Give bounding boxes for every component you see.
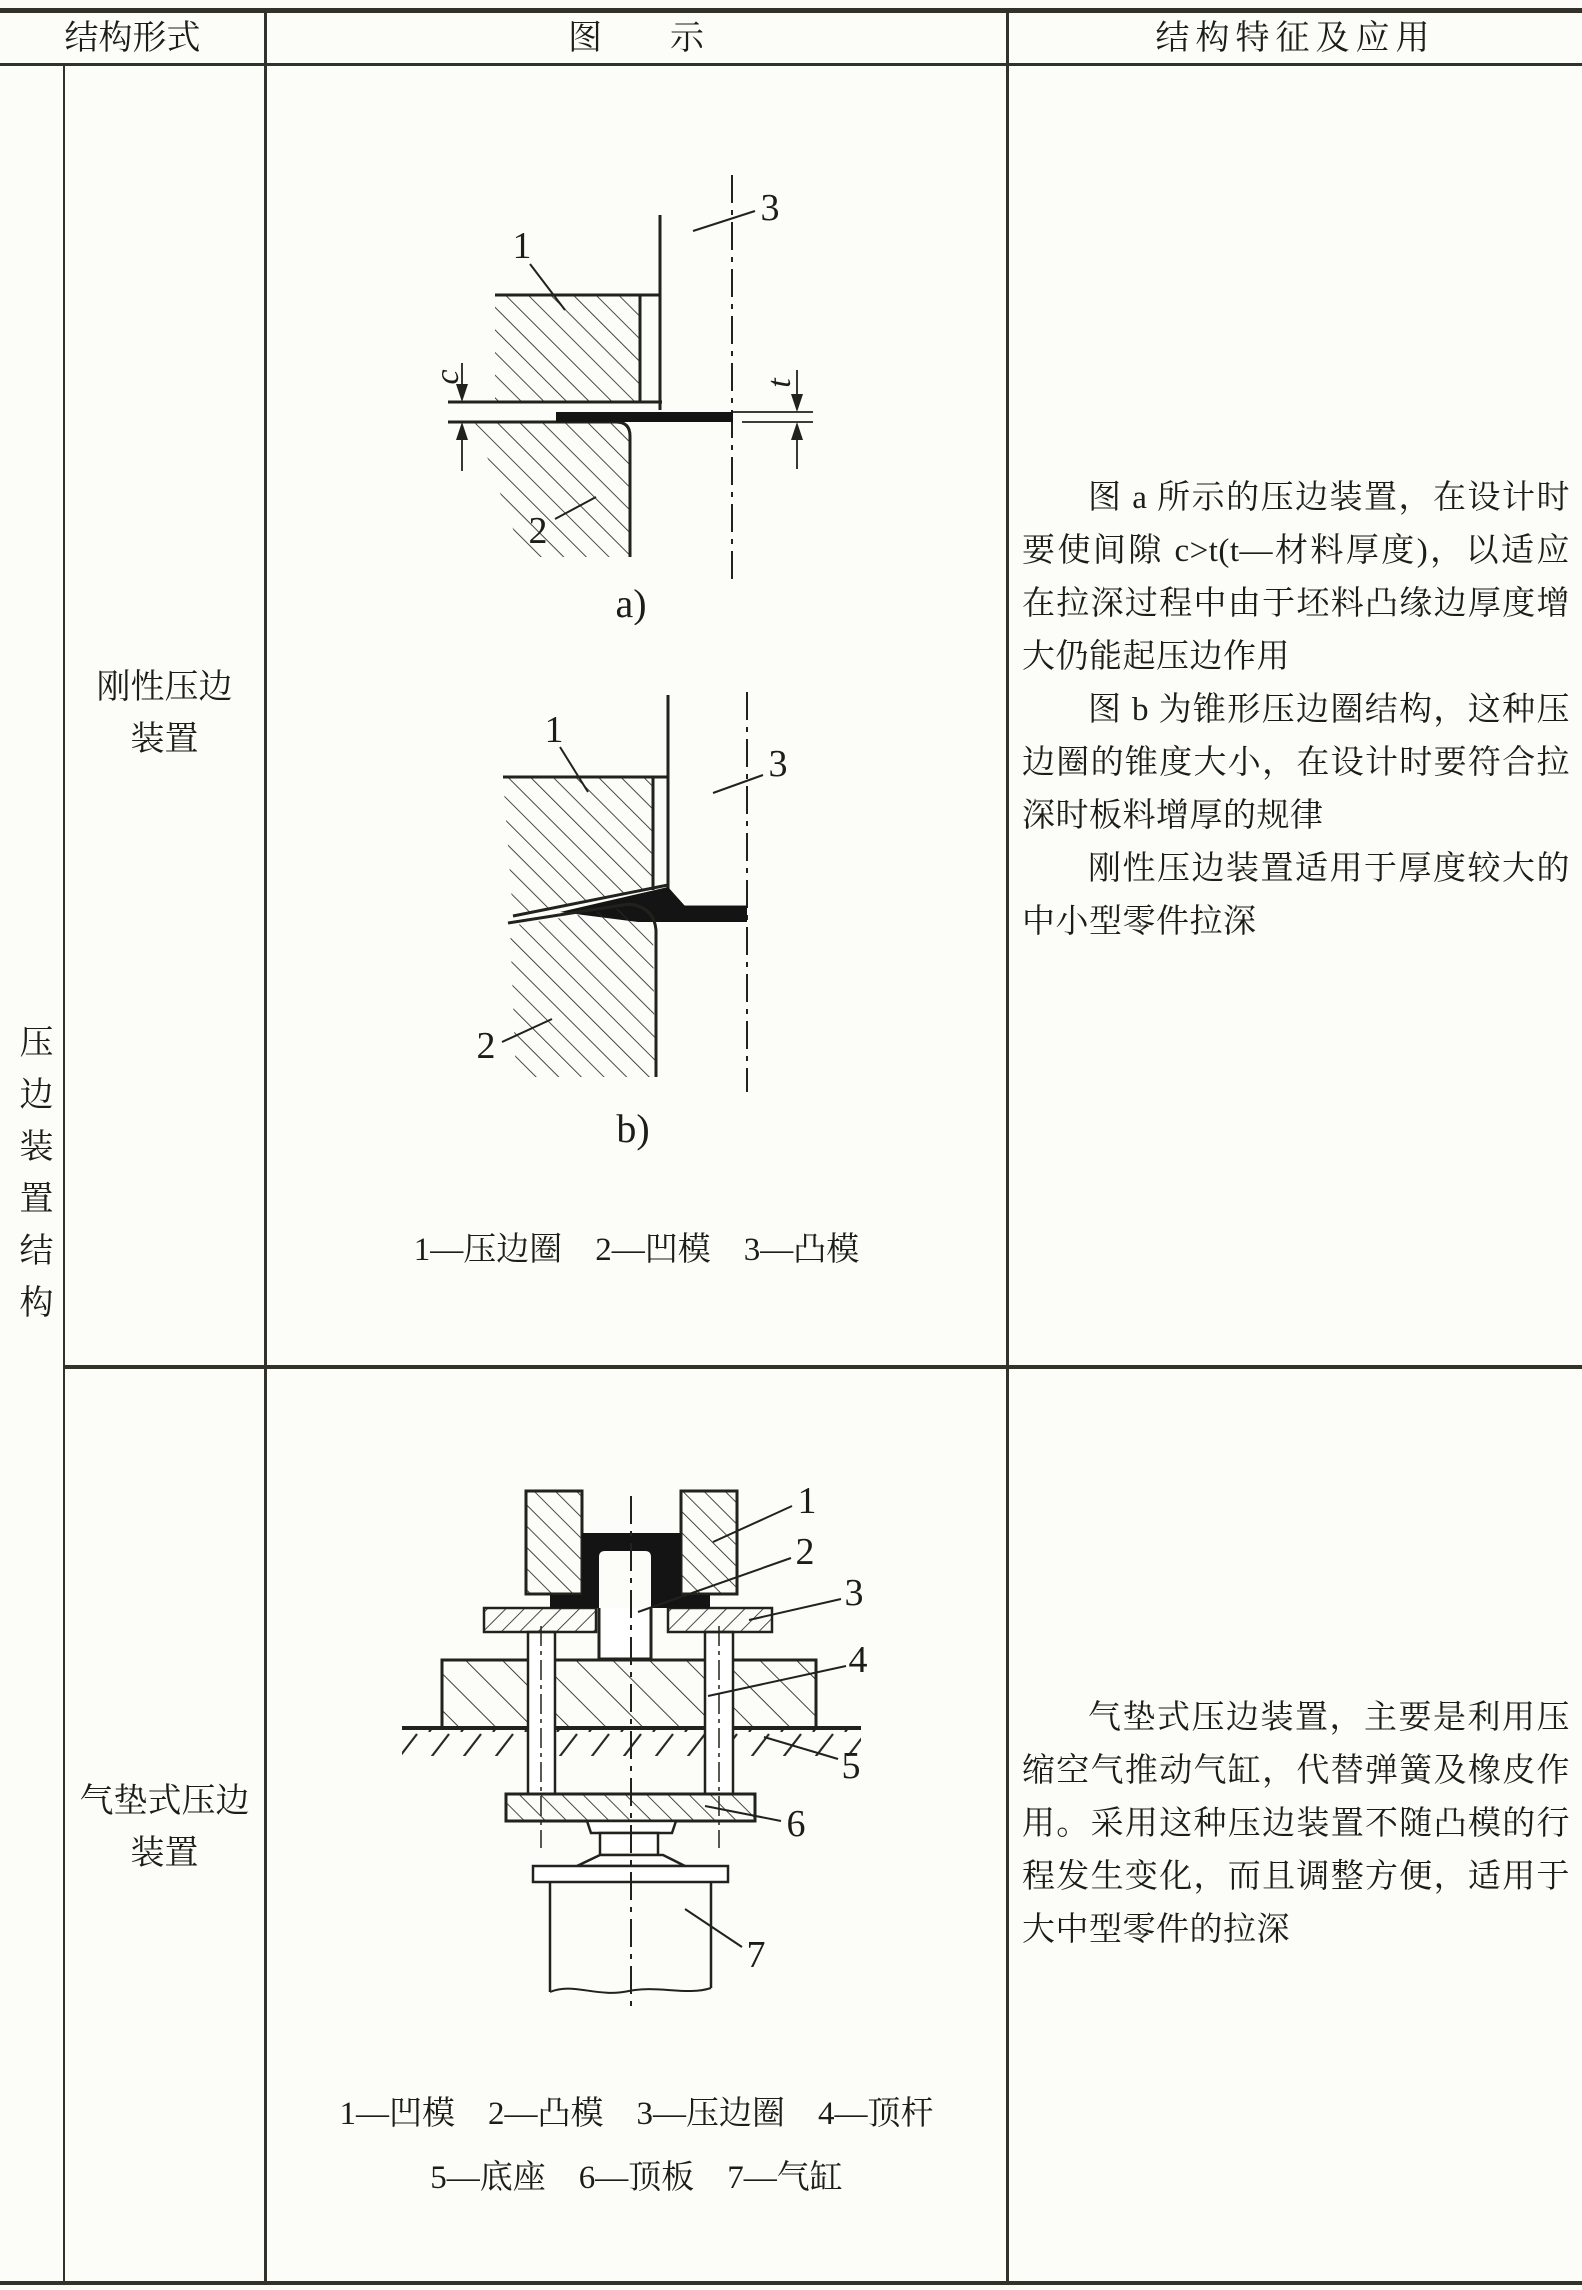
- form-diagram-divider: [264, 8, 267, 2285]
- caption-b: b): [616, 1106, 650, 1151]
- part-label-c3: 3: [844, 1572, 864, 1614]
- part-label-b1: 1: [544, 709, 564, 751]
- caption-a: a): [615, 581, 647, 625]
- feature-paragraph: 刚性压边装置适用于厚度较大的中小型零件拉深: [1022, 851, 1570, 940]
- table-bottom-border: [0, 2281, 1582, 2285]
- row-divider-line: [63, 1365, 1582, 1369]
- punch-outline-b: [668, 695, 747, 907]
- blank-holder-plate-left: [484, 1608, 596, 1632]
- blank-holder-plate-right: [668, 1608, 772, 1632]
- piston-stem: [600, 1833, 658, 1855]
- die-section-b: [510, 907, 655, 1077]
- lower-shoe-section: [442, 1660, 816, 1728]
- part-label-c5: 5: [841, 1745, 861, 1787]
- part-label-c1: 1: [797, 1480, 817, 1522]
- part-label-b2: 2: [476, 1025, 496, 1067]
- die-block-right: [681, 1491, 737, 1594]
- die-section-a: [475, 423, 630, 557]
- dim-label-c: c: [429, 369, 466, 385]
- die-block-left: [526, 1491, 582, 1594]
- form-label-aircushion: [64, 1776, 265, 1880]
- leader-line-b3: [713, 775, 763, 793]
- part-label-c2: 2: [795, 1531, 815, 1573]
- legend-row2-line2: 5—底座 6—顶板 7—气缸: [430, 2160, 843, 2196]
- diagram-a-svg: [380, 125, 840, 625]
- leader-line-a3: [693, 211, 755, 231]
- features-row2: [1008, 1692, 1582, 1957]
- punch-outline-c: [599, 1608, 651, 1659]
- legend-row2-line1: 1—凹模 2—凸模 3—压边圈 4—顶杆: [339, 2096, 934, 2132]
- feature-paragraph: 图 a 所示的压边装置，在设计时要使间隙 c>t(t—材料厚度)，以适应在拉深过程中由于坯料凸缘边厚度增大仍能起压边作用: [1022, 480, 1570, 675]
- leader-line-c7: [685, 1909, 742, 1947]
- header-structure-form: 结构形式: [64, 20, 201, 57]
- header-illustration: 图 示: [568, 20, 704, 57]
- blank-holder-section-b: [503, 777, 653, 916]
- t-extension-lines: [733, 412, 813, 422]
- part-label-c6: 6: [786, 1803, 806, 1845]
- side-label-vertical: 压边装置结构: [14, 1024, 51, 1336]
- part-label-a2: 2: [528, 510, 548, 552]
- blank-holder-section-a: [495, 295, 640, 402]
- feature-paragraph: 气垫式压边装置，主要是利用压缩空气推动气缸，代替弹簧及橡皮作用。采用这种压边装置不随凸模的行程发生变化，而且调整方便，适用于大中型零件的拉深: [1022, 1700, 1570, 1948]
- sheet-blank-a: [556, 412, 733, 422]
- features-row1: [1008, 472, 1582, 949]
- legend-row1: 1—压边圈 2—凹模 3—凸模: [413, 1232, 860, 1268]
- diagram-b-svg: [380, 650, 840, 1160]
- part-label-c7: 7: [746, 1934, 766, 1976]
- header-features-application: 结构特征及应用: [1155, 20, 1436, 57]
- part-label-b3: 3: [768, 743, 788, 785]
- form-label-aircushion-line2: 装置: [130, 1835, 199, 1872]
- side-column-divider: [63, 63, 65, 2285]
- part-label-c4: 4: [848, 1639, 868, 1681]
- form-label-rigid-line1: 刚性压边: [96, 669, 233, 706]
- form-label-aircushion-line1: 气垫式压边: [79, 1783, 250, 1820]
- diagram-aircushion-svg: [395, 1480, 875, 2025]
- part-label-a1: 1: [512, 225, 532, 267]
- form-label-rigid: [64, 662, 265, 766]
- part-label-a3: 3: [760, 187, 780, 229]
- form-label-rigid-line2: 装置: [130, 721, 199, 758]
- dim-label-t: t: [761, 378, 798, 388]
- feature-paragraph: 图 b 为锥形压边圈结构，这种压边圈的锥度大小，在设计时要符合拉深时板料增厚的规律: [1022, 692, 1570, 834]
